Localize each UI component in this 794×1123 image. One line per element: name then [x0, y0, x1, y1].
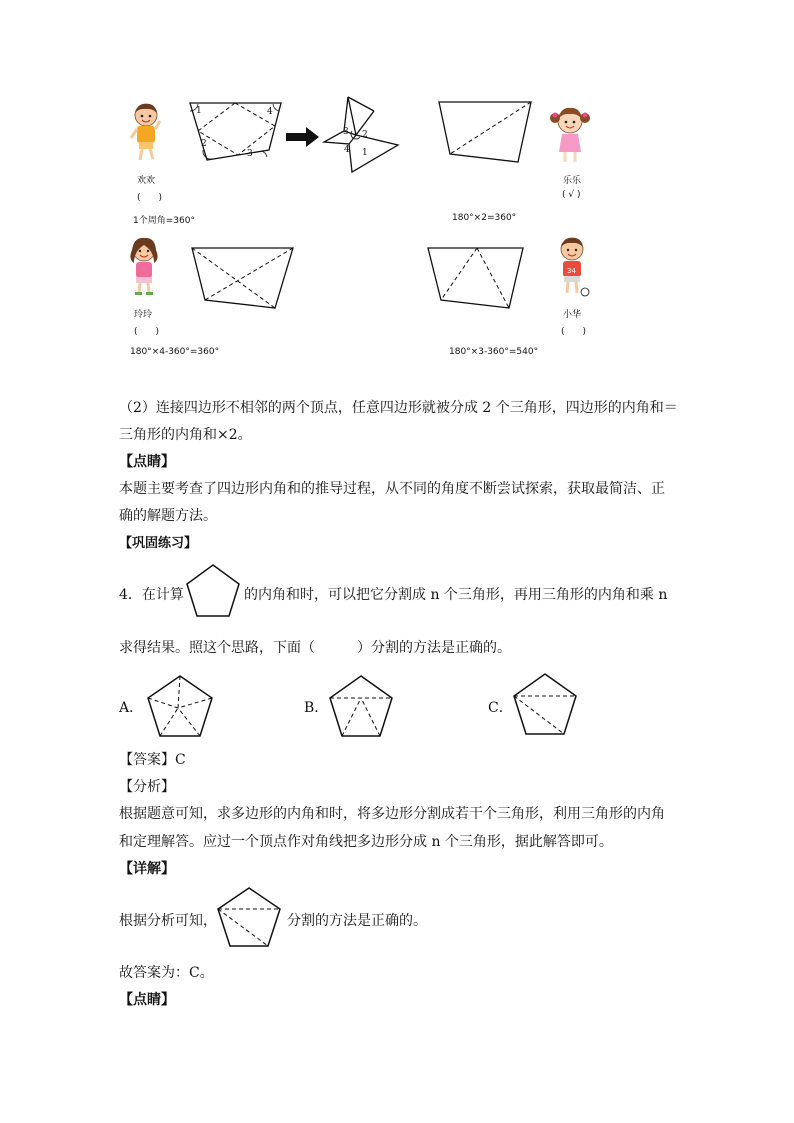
girl-lele-illustration [549, 104, 591, 164]
angle-label-2: 2 [201, 139, 207, 149]
svg-text:4: 4 [344, 145, 350, 155]
mark-xiaohua: ( ) [561, 327, 587, 337]
name-lingling: 玲玲 [134, 310, 153, 320]
mark-lingling: ( ) [134, 327, 160, 337]
detail-pentagon [216, 886, 282, 948]
svg-text:3: 3 [343, 127, 349, 137]
option-a-label: A． [119, 700, 144, 716]
formula-xiaohua: 180°×3-360°=540° [449, 347, 539, 357]
formula-huanhuan: 1个周角=360° [133, 216, 195, 226]
angles-joined-diagram [322, 95, 402, 173]
question-prefix: 4．在计算 [119, 587, 184, 603]
angle-label-3: 3 [247, 149, 253, 159]
name-huanhuan: 欢欢 [137, 176, 156, 186]
mark-lele: ( √ ) [562, 190, 581, 200]
right-arrow-icon [286, 127, 320, 147]
option-c-label: C． [488, 700, 513, 716]
explanation-line-2: 三角形的内角和×2。 [119, 427, 252, 443]
answer-value: C [175, 752, 186, 768]
quad-xiaohua-diagram [425, 244, 529, 312]
answer-label: 【答案】 [119, 752, 175, 768]
mark-huanhuan: ( ) [137, 193, 163, 203]
name-lele: 乐乐 [563, 176, 582, 186]
girl-lingling-illustration [124, 235, 164, 297]
name-xiaohua: 小华 [563, 310, 582, 320]
boy-huanhuan-illustration [126, 101, 166, 163]
option-c-pentagon [512, 672, 578, 736]
question-line-2: 求得结果。照这个思路，下面（ ）分割的方法是正确的。 [119, 640, 511, 656]
practice-heading: 【巩固练习】 [119, 536, 198, 551]
angle-label-1: 1 [196, 106, 202, 116]
quad-lingling-diagram [189, 244, 299, 312]
comment2-heading: 【点睛】 [119, 992, 175, 1008]
svg-text:2: 2 [362, 130, 368, 140]
comment-line-2: 确的解题方法。 [119, 508, 217, 524]
jersey-number: 34 [567, 267, 576, 275]
svg-text:1: 1 [362, 148, 368, 158]
comment-heading: 【点睛】 [119, 454, 175, 470]
detail-suffix: 分割的方法是正确的。 [287, 913, 427, 929]
option-b-label: B． [304, 700, 329, 716]
option-a-pentagon [145, 674, 215, 738]
formula-lingling: 180°×4-360°=360° [130, 347, 220, 357]
explanation-line-1: （2）连接四边形不相邻的两个顶点，任意四边形就被分成 2 个三角形，四边形的内角和＝ [119, 400, 678, 416]
quad-lele-diagram [436, 98, 536, 166]
analysis-line-2: 和定理解答。应过一个顶点作对角线把多边形分成 n 个三角形，据此解答即可。 [119, 834, 613, 850]
pentagon-icon [185, 563, 241, 619]
boy-xiaohua-illustration [555, 235, 591, 297]
analysis-heading: 【分析】 [119, 779, 175, 795]
detail-conclusion: 故答案为：C。 [119, 965, 214, 981]
detail-prefix: 根据分析可知， [119, 913, 217, 929]
answer-line [119, 750, 186, 770]
option-b-pentagon [328, 674, 394, 738]
detail-heading: 【详解】 [119, 861, 175, 877]
angle-label-4: 4 [267, 107, 273, 117]
formula-lele: 180°×2=360° [452, 213, 517, 223]
quad-huanhuan-diagram [185, 98, 285, 163]
comment-line-1: 本题主要考查了四边形内角和的推导过程，从不同的角度不断尝试探索，获取最简洁、正 [119, 481, 665, 497]
question-suffix: 的内角和时，可以把它分割成 n 个三角形，再用三角形的内角和乘 n [244, 587, 668, 603]
analysis-line-1: 根据题意可知，求多边形的内角和时，将多边形分割成若干个三角形，利用三角形的内角 [119, 806, 665, 822]
